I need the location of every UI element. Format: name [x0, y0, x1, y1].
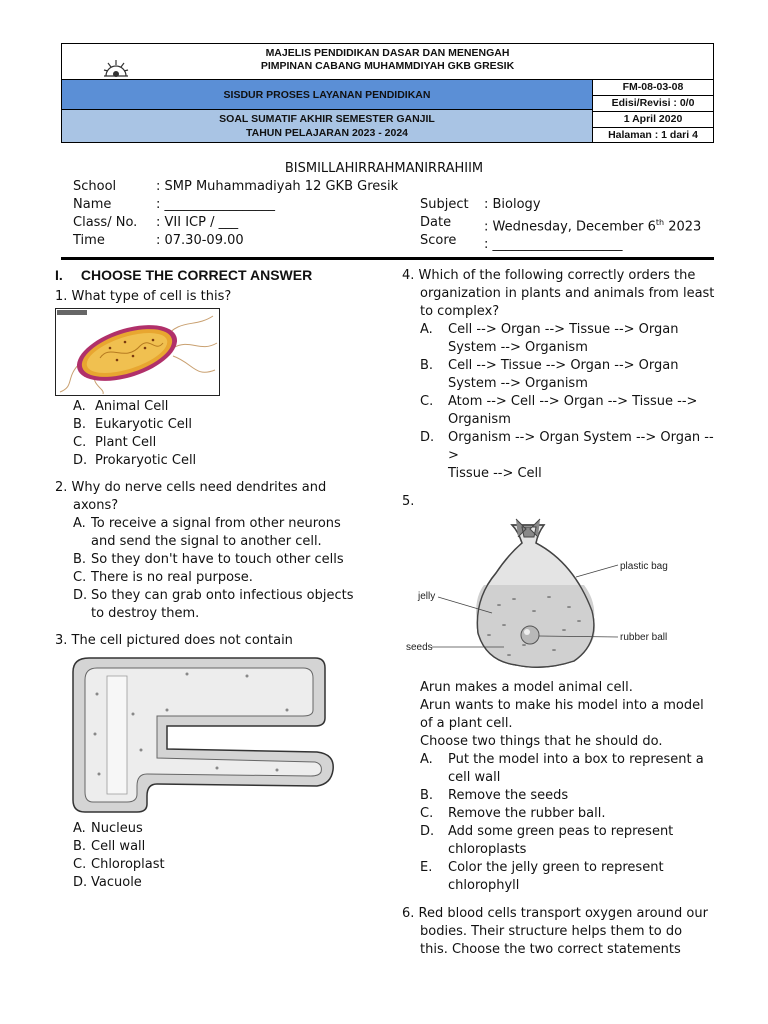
option-text: So they can grab onto infectious objects	[91, 588, 354, 603]
option-letter: C.	[420, 806, 434, 821]
option-letter: D.	[420, 824, 435, 839]
q2-option-a[interactable]	[73, 515, 375, 551]
date-value	[484, 214, 701, 236]
option-letter: C.	[73, 857, 87, 872]
q5-option-c[interactable]	[420, 805, 722, 823]
option-text: Atom --> Cell --> Organ --> Tissue -->	[448, 394, 698, 409]
question-2	[55, 479, 375, 623]
question-6	[402, 905, 722, 959]
option-letter: B.	[73, 839, 87, 854]
option-text: So they don't have to touch other cells	[91, 552, 344, 567]
question-3-options	[73, 820, 375, 892]
question-4-line-2: organization in plants and animals from least	[420, 286, 715, 301]
question-5-line-2: Arun wants to make his model into a model	[420, 698, 704, 713]
question-5-text	[402, 679, 722, 751]
question-5-line-4: Choose two things that he should do.	[420, 734, 663, 749]
header-org	[62, 44, 713, 80]
option-letter: A.	[420, 752, 433, 767]
header-band-exam	[62, 110, 593, 142]
option-text-cont: Tissue --> Cell	[448, 466, 542, 481]
section-title: CHOOSE THE CORRECT ANSWER	[80, 267, 313, 283]
figure-label-seeds: seeds	[406, 642, 433, 653]
sun-logo-icon	[102, 58, 130, 80]
option-letter: D.	[73, 588, 88, 603]
q2-option-c[interactable]	[73, 569, 375, 587]
q1-option-d[interactable]	[73, 452, 375, 470]
option-text-cont: System --> Organism	[448, 376, 588, 391]
header-band-sisdur: SISDUR PROSES LAYANAN PENDIDIKAN	[62, 80, 593, 110]
option-text: Nucleus	[91, 821, 143, 836]
question-3	[55, 632, 375, 892]
question-4	[402, 267, 722, 483]
option-text-cont: chloroplasts	[448, 842, 527, 857]
section-number: I.	[55, 267, 63, 283]
q3-option-c[interactable]	[73, 856, 375, 874]
question-2-line-2: axons?	[73, 498, 119, 513]
option-letter: A.	[73, 516, 86, 531]
option-letter: C.	[73, 570, 87, 585]
question-1	[55, 288, 375, 470]
option-text-cont: cell wall	[448, 770, 501, 785]
option-text: Color the jelly green to represent	[448, 860, 664, 875]
option-text: Prokaryotic Cell	[95, 453, 197, 468]
score-value[interactable]: : ____________________	[484, 237, 623, 253]
q5-option-b[interactable]	[420, 787, 722, 805]
section-heading	[55, 266, 375, 286]
question-6-line-1: 6. Red blood cells transport oxygen around our	[402, 906, 708, 921]
meta-page: Halaman : 1 dari 4	[608, 129, 698, 141]
option-text: Remove the seeds	[448, 788, 569, 803]
option-letter: C.	[73, 435, 87, 450]
option-letter: B.	[73, 417, 87, 432]
option-letter: A.	[73, 821, 86, 836]
q3-option-d[interactable]	[73, 874, 375, 892]
question-2-options	[73, 515, 375, 623]
option-letter: B.	[420, 788, 434, 803]
option-text: Cell --> Tissue --> Organ --> Organ	[448, 358, 679, 373]
q3-option-a[interactable]	[73, 820, 375, 838]
bismillah-heading: BISMILLAHIRRAHMANIRRAHIIM	[284, 161, 484, 176]
meta-edition: Edisi/Revisi : 0/0	[593, 96, 713, 112]
plant-cell-figure	[67, 654, 337, 816]
question-6-line-2: bodies. Their structure helps them to do	[420, 924, 683, 939]
document-header	[61, 43, 714, 143]
q1-option-a[interactable]	[73, 398, 375, 416]
question-4-line-1: 4. Which of the following correctly orders the	[402, 268, 696, 283]
option-letter: A.	[73, 399, 86, 414]
q2-option-d[interactable]	[73, 587, 375, 623]
q1-option-c[interactable]	[73, 434, 375, 452]
option-text-cont: and send the signal to another cell.	[91, 534, 322, 549]
info-right-labels	[420, 196, 469, 250]
option-letter: C.	[420, 394, 434, 409]
option-text: Vacuole	[91, 875, 142, 890]
question-1-options	[73, 398, 375, 470]
name-value[interactable]: : _________________	[156, 197, 276, 212]
right-column	[402, 267, 722, 959]
option-text: Remove the rubber ball.	[448, 806, 606, 821]
option-text: Cell --> Organ --> Tissue --> Organ	[448, 322, 679, 337]
figure-label-jelly: jelly	[418, 591, 436, 602]
bacteria-cell-figure	[55, 308, 220, 396]
option-text: Chloroplast	[91, 857, 165, 872]
band2-line-1: SOAL SUMATIF AKHIR SEMESTER GANJIL	[219, 113, 435, 125]
option-letter: D.	[73, 453, 88, 468]
option-text-cont: System --> Organism	[448, 340, 588, 355]
org-line-1: MAJELIS PENDIDIKAN DASAR DAN MENENGAH	[265, 47, 510, 59]
question-5	[402, 493, 722, 895]
date-label: Date	[420, 215, 452, 230]
option-text: Plant Cell	[95, 435, 157, 450]
option-text: Organism --> Organ System --> Organ -->	[448, 430, 714, 463]
meta-form-code: FM-08-03-08	[593, 80, 713, 96]
option-text: Eukaryotic Cell	[95, 417, 192, 432]
option-letter: B.	[420, 358, 434, 373]
school-value: : SMP Muhammadiyah 12 GKB Gresik	[156, 179, 399, 194]
question-5-options	[420, 751, 722, 895]
option-letter: B.	[73, 552, 87, 567]
option-text-cont: chlorophyll	[448, 878, 520, 893]
question-5-line-1: Arun makes a model animal cell.	[420, 680, 633, 695]
left-column	[55, 266, 375, 892]
option-letter: D.	[73, 875, 88, 890]
info-left-values	[156, 178, 398, 250]
time-label: Time	[73, 233, 105, 248]
class-value[interactable]: : VII ICP / ___	[156, 215, 239, 230]
q1-option-b[interactable]	[73, 416, 375, 434]
option-text: Cell wall	[91, 839, 146, 854]
q4-option-b[interactable]	[420, 357, 722, 393]
question-2-text	[55, 479, 375, 515]
q5-option-d[interactable]	[420, 823, 722, 859]
band2-line-2: TAHUN PELAJARAN 2023 - 2024	[245, 127, 409, 139]
option-text-cont: to destroy them.	[91, 606, 200, 621]
question-4-line-3: to complex?	[420, 304, 500, 319]
class-label: Class/ No.	[73, 215, 138, 230]
option-text: To receive a signal from other neurons	[91, 516, 341, 531]
date-value-main: : Wednesday, December 6	[484, 219, 656, 235]
q5-option-e[interactable]	[420, 859, 722, 895]
q2-option-b[interactable]	[73, 551, 375, 569]
name-label: Name	[73, 197, 112, 212]
date-year: 2023	[664, 219, 702, 235]
q3-option-b[interactable]	[73, 838, 375, 856]
option-text: Add some green peas to represent	[448, 824, 674, 839]
q4-option-a[interactable]	[420, 321, 722, 357]
school-label: School	[73, 179, 117, 194]
option-text: There is no real purpose.	[91, 570, 253, 585]
option-text: Animal Cell	[95, 399, 169, 414]
question-2-line-1: 2. Why do nerve cells need dendrites and	[55, 480, 327, 495]
question-3-text: 3. The cell pictured does not contain	[55, 633, 293, 648]
org-line-2: PIMPINAN CABANG MUHAMMDIYAH GKB GRESIK	[260, 60, 515, 72]
info-left-labels	[73, 178, 137, 250]
subject-value: : Biology	[484, 197, 541, 212]
question-4-options	[420, 321, 722, 483]
meta-date: 1 April 2020	[593, 112, 713, 128]
cell-model-figure	[404, 515, 689, 673]
score-label: Score	[420, 233, 457, 248]
option-letter: A.	[420, 322, 433, 337]
option-letter: E.	[420, 860, 433, 875]
subject-label: Subject	[420, 197, 469, 212]
option-text-cont: Organism	[448, 412, 511, 427]
date-ordinal: th	[655, 218, 665, 227]
question-5-line-3: of a plant cell.	[420, 716, 513, 731]
figure-label-plastic-bag: plastic bag	[620, 561, 668, 572]
header-divider	[61, 257, 714, 260]
option-letter: D.	[420, 430, 435, 445]
q4-option-d[interactable]	[420, 429, 722, 483]
option-text: Put the model into a box to represent a	[448, 752, 704, 767]
q5-option-a[interactable]	[420, 751, 722, 787]
time-value: : 07.30-09.00	[156, 233, 244, 248]
question-6-line-3: this. Choose the two correct statements	[420, 942, 681, 957]
q4-option-c[interactable]	[420, 393, 722, 429]
question-5-number: 5.	[402, 494, 415, 509]
figure-label-rubber-ball: rubber ball	[620, 632, 668, 643]
question-1-text: 1. What type of cell is this?	[55, 289, 232, 304]
info-right-values	[484, 196, 701, 254]
